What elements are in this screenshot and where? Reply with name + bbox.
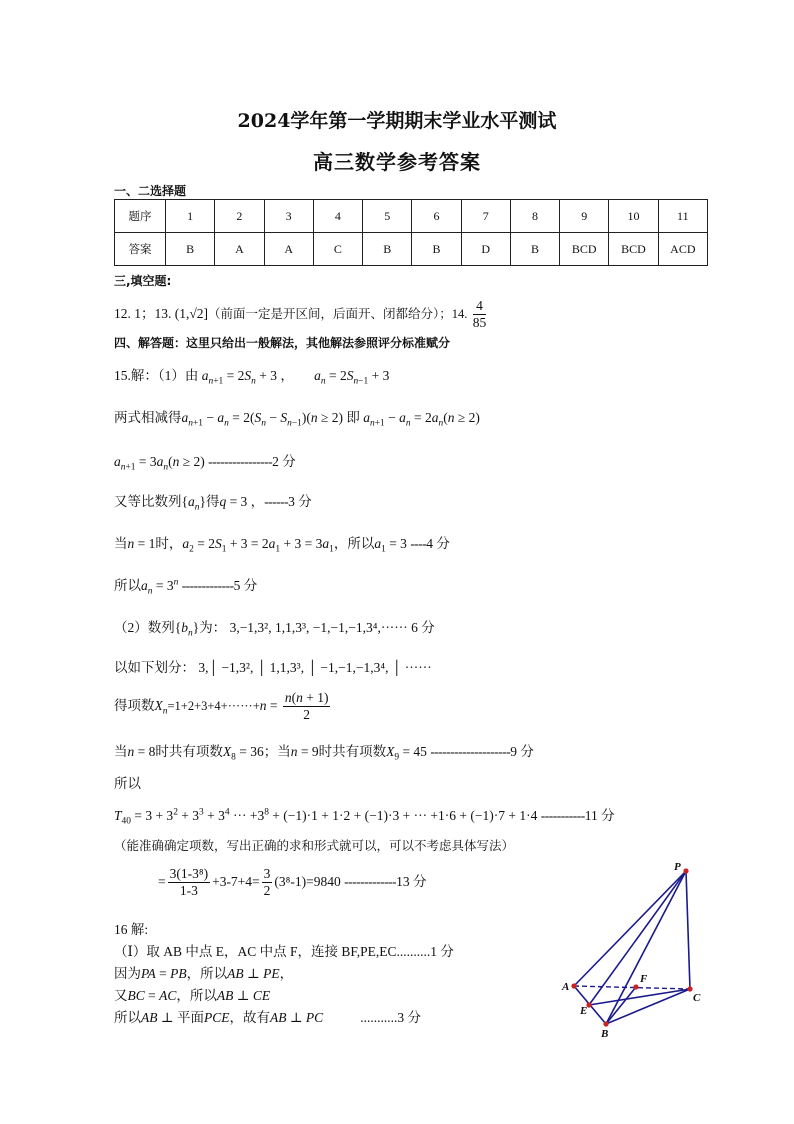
- table-cell: B: [412, 233, 461, 266]
- q16-line-4: 所以AB ⊥ 平面PCE，故有AB ⊥ PC ...........3 分: [114, 1010, 422, 1025]
- q15-l4-b: 得: [205, 494, 220, 509]
- table-row: [115, 233, 708, 266]
- q15-l10-a: 当: [114, 744, 128, 759]
- score-13: 13 分: [396, 873, 427, 889]
- q15-line-8: [114, 656, 432, 676]
- q15-l13-b: +3-7+4=: [212, 873, 260, 889]
- table-cell: 2: [215, 200, 264, 233]
- q15-subtract-text: 两式相减得: [114, 410, 182, 425]
- q15-l10-b: 时共有项数: [155, 744, 223, 759]
- table-cell: 4: [313, 200, 362, 233]
- table-cell: 7: [461, 200, 510, 233]
- answer-table: [114, 199, 708, 266]
- pyramid-figure: [556, 860, 716, 1040]
- q15-l7-b: 为：: [199, 620, 227, 635]
- section-fill: 三,填空题:: [114, 274, 172, 288]
- table-cell: A: [264, 233, 313, 266]
- q16-l3-b: ，所以: [176, 988, 217, 1003]
- section-solve: 四、解答题：这里只给出一般解法，其他解法参照评分标准赋分: [114, 336, 451, 350]
- table-cell: 1: [166, 200, 215, 233]
- q15-line-9: 得项数$X_n=1+2+3+4+\cdot\cdot\cdot\cdot\cdot\cdot+n$ = $\frac{n(n + 1)}{2}$: [114, 690, 329, 723]
- q15-sequence: 3,−1,3², 1,1,3³, −1,−1,−1,3⁴,······: [229, 620, 408, 635]
- q15-line-10: 当n = 8时共有项数$X_8 = 36$；当n = 9时共有项数$X_9 = 45$ --------------------9 分: [114, 744, 534, 763]
- q15-line-11: 所以: [114, 776, 141, 791]
- label-B: B: [601, 1028, 609, 1040]
- q15-l5-c: ，所以: [333, 536, 375, 551]
- q13-note: （前面一定是开区间，后面开、闭都给分）；14.: [208, 306, 468, 321]
- row-label-answer: 答案: [115, 233, 166, 266]
- table-cell: B: [510, 233, 559, 266]
- score-11: 11 分: [584, 808, 615, 823]
- q16-l2-a: 因为: [114, 966, 141, 981]
- edge-BC: [606, 989, 690, 1024]
- q15-l9-b: =1+2+3+4+······+: [167, 698, 260, 713]
- q14-denominator: 85: [472, 315, 487, 331]
- table-cell: 10: [609, 200, 658, 233]
- label-P: P: [674, 861, 681, 873]
- q15-l9-a: 得项数: [114, 697, 155, 713]
- q15-sum-fraction: [168, 866, 210, 899]
- row-label-number: 题序: [115, 200, 166, 233]
- q15-l6-a: 所以: [114, 578, 141, 593]
- table-cell: 5: [363, 200, 412, 233]
- table-cell: ACD: [658, 233, 707, 266]
- table-cell: D: [461, 233, 510, 266]
- table-cell: B: [363, 233, 412, 266]
- q15-l5-b: 时，: [155, 536, 183, 551]
- point-F: [633, 984, 638, 989]
- table-cell: BCD: [609, 233, 658, 266]
- q15-l10-d: 时共有项数: [318, 744, 387, 759]
- edge-PC: [686, 871, 690, 989]
- score-16-3: ...........3 分: [360, 1010, 422, 1025]
- table-cell: 9: [560, 200, 609, 233]
- table-cell: BCD: [560, 233, 609, 266]
- q15-l5-a: 当: [114, 536, 128, 551]
- edge-EC: [589, 989, 690, 1005]
- q15-l8-a: 以如下划分：: [114, 660, 195, 675]
- table-cell: 11: [658, 200, 707, 233]
- q15-count-fraction: $\frac{n(n + 1)}{2}$: [284, 690, 329, 723]
- q15-line-3: $a_{n+1} = 3a_n(n \ge 2)$ ----------------2 分: [114, 454, 296, 473]
- q15-line-1: 15.解：（1）由 $a_{n+1} = 2S_n + 3$ ， $a_n = 2S_{n-1} + 3$: [114, 368, 390, 387]
- page-title: 2024学年第一学期期末学业水平测试: [237, 110, 557, 132]
- q16-line-1: （Ⅰ）取 AB 中点 E，AC 中点 F，连接 BF,PE,EC..........1 分: [114, 944, 454, 959]
- q16-line-2: 因为PA = PB，所以AB ⊥ PE，: [114, 966, 294, 981]
- score-9: 9 分: [510, 744, 534, 759]
- q14-fraction: [473, 298, 487, 331]
- score-5: 5 分: [233, 578, 258, 593]
- section-choice: 一、二选择题: [114, 184, 187, 198]
- q15-l13-c: (3⁸-1)=9840: [274, 873, 341, 889]
- q15-line-13: = $\frac{\text{3(1-3⁸)}}{1-3}$ +3-7+4= $\frac{3}{2}$ (3⁸-1)=9840 -------------13 分: [158, 866, 427, 899]
- table-cell: 3: [264, 200, 313, 233]
- score-3: 3 分: [288, 494, 312, 509]
- q15-l4-a: 又等比数列: [114, 494, 182, 509]
- table-cell: C: [313, 233, 362, 266]
- q15-partition: 3,│ −1,3², │ 1,1,3³, │ −1,−1,−1,3⁴, │ ······: [198, 660, 432, 675]
- q16-l2-b: ，所以: [186, 966, 228, 981]
- q15-ie-text: 即: [346, 410, 360, 425]
- point-C: [687, 986, 692, 991]
- point-P: [683, 868, 688, 873]
- label-A: A: [562, 981, 570, 993]
- q16-l4-c: ，故有: [229, 1010, 270, 1025]
- sum-denominator: 1-3: [179, 883, 198, 899]
- q12-answer: 12. 1；13.: [114, 305, 172, 321]
- q16-line-3: 又BC = AC，所以AB ⊥ CE: [114, 988, 271, 1003]
- table-cell: 8: [510, 200, 559, 233]
- q15-three-halves: $\frac{3}{2}$: [263, 866, 271, 899]
- edge-AC-hidden: [574, 986, 690, 989]
- table-row: [115, 200, 708, 233]
- q15-line-7: （2）数列$\{b_n\}$为： 3,−1,3², 1,1,3³, −1,−1,−1,3⁴,······ 6 分: [114, 620, 435, 639]
- q15-line-12: $T_{40} = 3 + 3^2 + 3^3 + 3^4$ ··· $+3^8 + (-1)\cdot 1 + 1\cdot 2 + (-1)\cdot 3$ + ··· +1·6 + (−1)·7 + 1·4 -----------11 分: [114, 807, 615, 827]
- q16-l3-a: 又: [114, 988, 128, 1003]
- point-B: [603, 1021, 608, 1026]
- q15-line-5: 当n = 1时，$a_2 = 2S_1 + 3 = 2a_1 + 3 = 3a_1$，所以$a_1 = 3$ ----4 分: [114, 536, 450, 555]
- score-6: 6 分: [411, 620, 435, 635]
- label-C: C: [693, 992, 701, 1004]
- q15-l10-c: ；当: [263, 744, 291, 759]
- q15-head: 15.解：（1）由: [114, 368, 199, 383]
- q16-l4-b: 平面: [176, 1010, 204, 1025]
- point-A: [571, 983, 576, 988]
- q15-line-6: 所以$a_n = 3^n$ -------------5 分: [114, 577, 258, 597]
- page-subtitle: 高三数学参考答案: [313, 150, 481, 174]
- label-E: E: [580, 1005, 588, 1017]
- edge-PA: [574, 871, 686, 986]
- q14-numerator: 4: [473, 298, 487, 315]
- q13-answer: (1,√2]: [174, 305, 209, 321]
- q15-note: （能准确确定项数，写出正确的求和形式就可以，可以不考虑具体写法）: [114, 839, 515, 853]
- sum-numerator: 3(1-3⁸): [168, 866, 210, 883]
- q16-l4-a: 所以: [114, 1010, 141, 1025]
- score-4: 4 分: [426, 536, 450, 551]
- score-2: 2 分: [272, 454, 296, 469]
- table-cell: A: [215, 233, 264, 266]
- table-cell: B: [166, 233, 215, 266]
- fill-answers-line: [114, 298, 488, 331]
- q16-head: 16 解:: [114, 922, 149, 937]
- q15-line-4: 又等比数列$\{a_n\}$得q = 3 ，------3 分: [114, 494, 312, 513]
- q15-line-2: 两式相减得$a_{n+1} - a_n = 2(S_n - S_{n-1})(n \ge 2)$ 即 $a_{n+1} - a_n = 2a_n(n \ge 2)$: [114, 410, 480, 429]
- label-F: F: [640, 973, 648, 985]
- q15-l7-a: （2）数列: [114, 620, 175, 635]
- table-cell: 6: [412, 200, 461, 233]
